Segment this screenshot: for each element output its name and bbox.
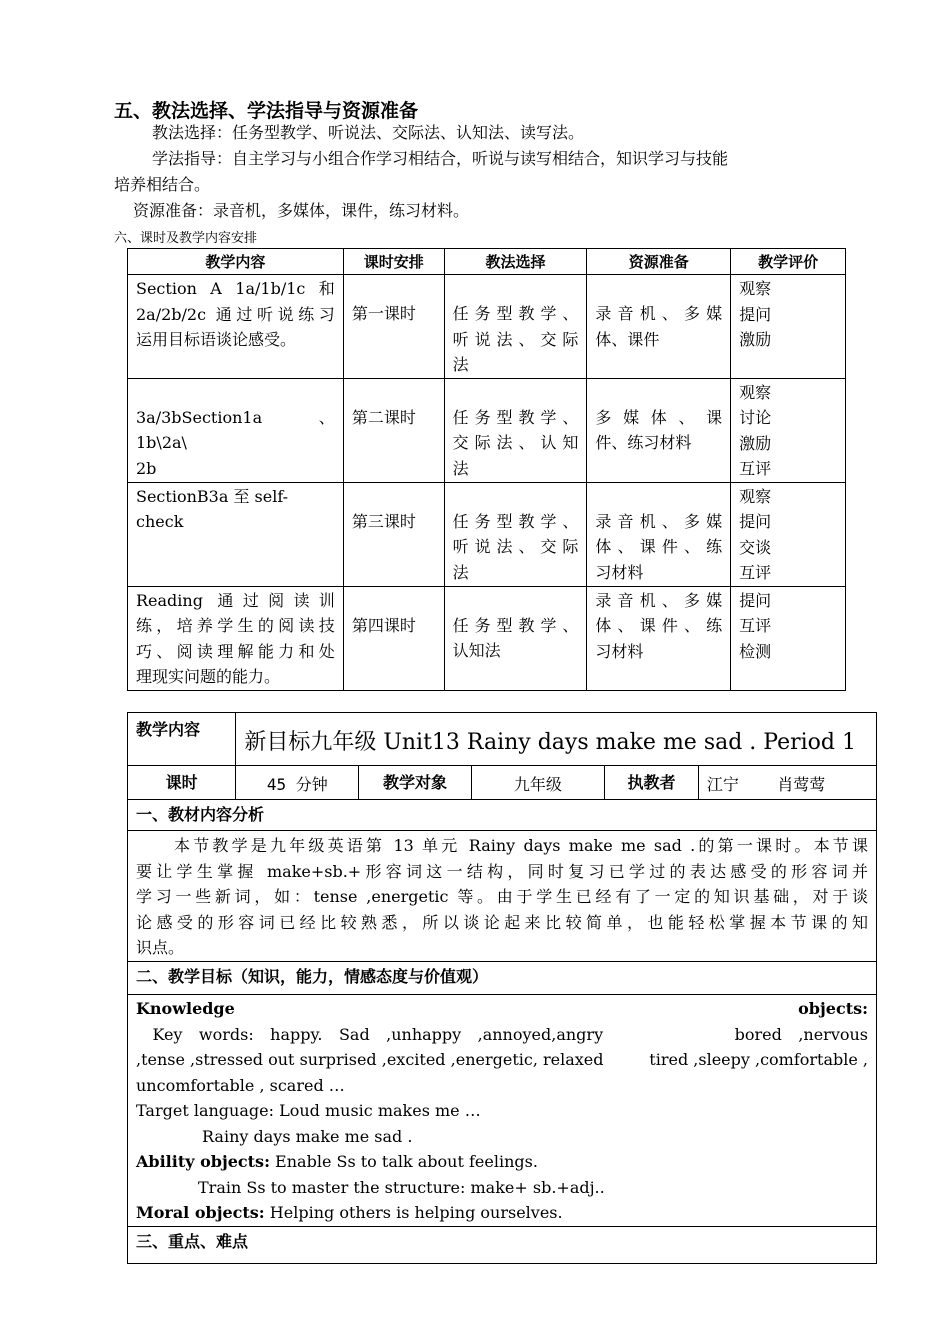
schedule-header-row [128,249,846,275]
analysis-heading-row [128,800,877,831]
row3-method: 任务型教学、 听说法、交际 法 [444,482,587,586]
row2-period: 第二课时 [343,378,444,482]
row3-content: SectionB3a 至 self-check [128,482,344,586]
teacher-value: 江宁 肖莺莺 [698,766,876,800]
target-label: 教学对象 [359,766,472,800]
teacher-label: 执教者 [605,766,699,800]
row4-resource: 录音机、多媒 体、课件、练 习材料 [587,586,731,690]
lesson-title-row [128,713,877,766]
row2-content: 3a/3bSection1a 、 1b\2a\ 2b [128,378,344,482]
row4-content: Reading 通过阅读训 练，培养学生的阅读技 巧、阅读理解能力和处 理现实问题的能力。 [128,586,344,690]
table-row [128,586,846,690]
content-label: 教学内容 [128,713,236,766]
duration-label: 课时 [128,766,236,800]
section5-heading: 五、教法选择、学法指导与资源准备 [114,100,419,122]
table-row [128,275,846,379]
section6-heading: 六、课时及教学内容安排 [114,231,258,246]
knowledge-label: Knowledge objects: [136,999,869,1018]
objectives-heading: 二、教学目标（知识，能力，情感态度与价值观） [128,962,877,995]
col-header-evaluation: 教学评价 [731,249,846,275]
schedule-table [127,248,846,691]
row3-resource: 录音机、多媒 体、课件、练 习材料 [587,482,731,586]
row1-resource: 录音机、多媒 体、课件 [587,275,731,379]
col-header-period: 课时安排 [343,249,444,275]
moral-label: Moral objects: [136,1203,265,1222]
target-value: 九年级 [471,766,604,800]
row1-evaluation: 观察 提问 激励 [731,275,846,379]
row4-evaluation: 提问 互评 检测 [731,586,846,690]
col-header-resource: 资源准备 [587,249,731,275]
row4-period: 第四课时 [343,586,444,690]
row3-evaluation: 观察 提问 交谈 互评 [731,482,846,586]
resources: 资源准备：录音机，多媒体，课件，练习材料。 [133,201,470,220]
analysis-body-row [128,831,877,962]
analysis-text: 本节教学是九年级英语第 13 单元 Rainy days make me sad .的第一课时。本节课 要让学生掌握 make+sb.+形容词这一结构，同时复习已学过的表达感受的形容词并 学习一些新词，如：tense ,energetic 等。由于学生已经有了一定的知识基础，对于谈 论感受的形容词已经比较熟悉，所以谈论起来比较简单，也能轻松掌握本节课的知 识点。 [128,831,877,962]
lesson-meta-row [128,766,877,800]
objectives-text: Knowledge objects: Key words: happy. Sad ,unhappy ,annoyed,angry bored ,nervous ,tense ,stressed out surprised ,excited ,energetic, relaxed tired ,sleepy ,comfortable , uncomfortable , scared … Target language: Loud music makes me … Rainy days make me sad . Ability objects: Enable Ss to talk about feelings. Train Ss to master the structure: make+ sb.+adj.. Moral objects: Helping others is helping ourselves. [128,995,877,1227]
analysis-heading: 一、教材内容分析 [128,800,877,831]
learning-guide-line1: 学法指导：自主学习与小组合作学习相结合，听说与读写相结合，知识学习与技能 [152,149,729,168]
row1-content: Section A 1a/1b/1c 和 2a/2b/2c 通过听说练习 运用目标语谈论感受。 [128,275,344,379]
col-header-content: 教学内容 [128,249,344,275]
objectives-body-row [128,995,877,1227]
col-header-method: 教法选择 [444,249,587,275]
ability-label: Ability objects: [136,1152,270,1171]
lesson-title: 新目标九年级 Unit13 Rainy days make me sad . Period 1 [236,713,877,766]
teaching-methods: 教法选择：任务型教学、听说法、交际法、认知法、读写法。 [152,123,585,142]
table-row [128,482,846,586]
duration-value: 45 分钟 [236,766,359,800]
row2-method: 任务型教学、 交际法、认知 法 [444,378,587,482]
learning-guide-line2: 培养相结合。 [114,175,211,194]
lesson-plan-table [127,712,877,1264]
row2-evaluation: 观察 讨论 激励 互评 [731,378,846,482]
row3-period: 第三课时 [343,482,444,586]
row2-resource: 多 媒 体 、 课 件、练习材料 [587,378,731,482]
keypoints-heading: 三、重点、难点 [128,1226,877,1263]
row1-period: 第一课时 [343,275,444,379]
row4-method: 任务型教学、 认知法 [444,586,587,690]
table-row [128,378,846,482]
objectives-heading-row [128,962,877,995]
row1-method: 任务型教学、 听说法、交际 法 [444,275,587,379]
keypoints-heading-row [128,1226,877,1263]
